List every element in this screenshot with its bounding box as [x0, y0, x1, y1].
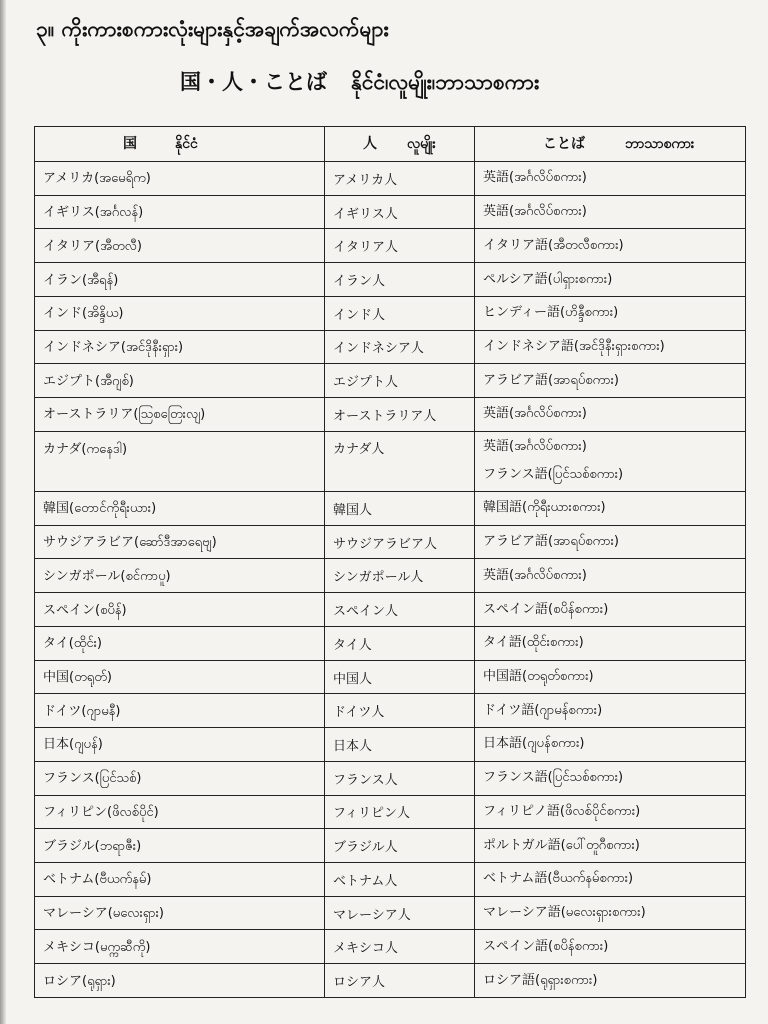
header-language [475, 127, 746, 162]
language-cell [475, 263, 746, 297]
table-row [35, 525, 746, 559]
table-row [35, 660, 746, 694]
page-binding-edge [0, 0, 6, 1024]
people-cell: フランス人 [325, 761, 475, 795]
header-people-myanmar: လူမျိုး [407, 136, 436, 152]
country-cell: マレーシア(မလေးရှား) [35, 896, 325, 930]
language-cell [475, 728, 746, 762]
language-cell [475, 492, 746, 526]
language-cell [475, 694, 746, 728]
language-entry: 英語(အင်္ဂလိပ်စကား) [483, 406, 587, 422]
language-cell [475, 229, 746, 263]
people-cell: ドイツ人 [325, 694, 475, 728]
table-row [35, 162, 746, 196]
table-row [35, 593, 746, 627]
table-row [35, 829, 746, 863]
language-entry: フランス語(ပြင်သစ်စကား) [483, 467, 624, 483]
language-entry: 英語(အင်္ဂလိပ်စကား) [483, 170, 587, 186]
people-cell: タイ人 [325, 626, 475, 660]
country-cell: イタリア(အီတလီ) [35, 229, 325, 263]
header-country [35, 127, 325, 162]
language-entry: アラビア語(အာရပ်စကား) [483, 534, 619, 550]
language-cell [475, 330, 746, 364]
country-cell: タイ(ထိုင်း) [35, 626, 325, 660]
language-entry: フランス語(ပြင်သစ်စကား) [483, 770, 624, 786]
country-cell: フランス(ပြင်သစ်) [35, 761, 325, 795]
language-cell [475, 162, 746, 196]
language-cell [475, 795, 746, 829]
people-cell: ベトナム人 [325, 862, 475, 896]
people-cell: イラン人 [325, 263, 475, 297]
country-cell: 韓国(တောင်ကိုရီးယား) [35, 492, 325, 526]
table-row [35, 431, 746, 491]
country-cell: オーストラリア(သြစတြေးလျ) [35, 398, 325, 432]
table-row [35, 896, 746, 930]
table-row [35, 694, 746, 728]
people-cell: 日本人 [325, 728, 475, 762]
people-cell: ロシア人 [325, 964, 475, 998]
country-cell: イギリス(အင်္ဂလန်) [35, 195, 325, 229]
language-cell [475, 862, 746, 896]
language-cell [475, 964, 746, 998]
language-entry: 日本語(ဂျပန်စကား) [483, 736, 585, 752]
table-row [35, 398, 746, 432]
country-cell: エジプト(အီဂျစ်) [35, 364, 325, 398]
language-entry: アラビア語(အာရပ်စကား) [483, 372, 619, 388]
table-row [35, 330, 746, 364]
people-cell: 中国人 [325, 660, 475, 694]
language-cell [475, 398, 746, 432]
language-entry: 韓国語(ကိုရီးယားစကား) [483, 500, 606, 516]
language-entry: ヒンディー語(ဟိန္ဒီစကား) [483, 305, 619, 321]
country-cell: ロシア(ရုရှား) [35, 964, 325, 998]
language-entry: 英語(အင်္ဂလိပ်စကား) [483, 204, 587, 220]
country-cell: インド(အိန္ဒိယ) [35, 296, 325, 330]
language-entry: マレーシア語(မလေးရှားစကား) [483, 905, 646, 921]
header-language-myanmar: ဘာသာစကား [625, 136, 695, 152]
country-cell: スペイン(စပိန်) [35, 593, 325, 627]
people-cell: アメリカ人 [325, 162, 475, 196]
header-country-myanmar: နိုင်ငံ [175, 136, 198, 152]
language-entry: イタリア語(အီတလီစကား) [483, 237, 624, 253]
language-entry: ポルトガル語(ပေါ်တူဂီစကား) [483, 837, 640, 853]
country-cell: フィリピン(ဖိလစ်ပိုင်) [35, 795, 325, 829]
people-cell: サウジアラビア人 [325, 525, 475, 559]
language-cell [475, 930, 746, 964]
country-cell: カナダ(ကနေဒါ) [35, 431, 325, 491]
header-people-japanese: 人 [363, 136, 377, 152]
table-row [35, 296, 746, 330]
table-row [35, 862, 746, 896]
table-row [35, 761, 746, 795]
language-entry: スペイン語(စပိန်စကား) [483, 938, 609, 954]
country-cell: 日本(ဂျပန်) [35, 728, 325, 762]
language-entry: 英語(အင်္ဂလိပ်စကား) [483, 567, 587, 583]
section-title: ၃။ ကိုးကားစကားလုံးများနှင့်အချက်အလက်များ [36, 17, 389, 41]
language-entry: ベトナム語(ဗီယက်နမ်စကား) [483, 871, 634, 887]
table-row [35, 795, 746, 829]
people-cell: メキシコ人 [325, 930, 475, 964]
language-entry: ペルシア語(ပါရှားစကား) [483, 271, 613, 287]
table-row [35, 195, 746, 229]
table-row [35, 964, 746, 998]
language-cell [475, 626, 746, 660]
language-cell [475, 593, 746, 627]
table-header-row [35, 127, 746, 162]
people-cell: オーストラリア人 [325, 398, 475, 432]
country-cell: シンガポール(စင်ကာပူ) [35, 559, 325, 593]
people-cell: スペイン人 [325, 593, 475, 627]
subtitle-myanmar: နိုင်ငံ၊လူမျိုး၊ဘာသာစကား [351, 70, 540, 94]
language-cell [475, 896, 746, 930]
table-row [35, 626, 746, 660]
table-row [35, 263, 746, 297]
language-cell [475, 431, 746, 491]
country-cell: イラン(အီရန်) [35, 263, 325, 297]
people-cell: マレーシア人 [325, 896, 475, 930]
country-cell: ブラジル(ဘရာဇီး) [35, 829, 325, 863]
people-cell: インド人 [325, 296, 475, 330]
language-entry: フィリピノ語(ဖိလစ်ပိုင်စကား) [483, 803, 641, 819]
language-cell [475, 364, 746, 398]
country-cell: ドイツ(ဂျာမနီ) [35, 694, 325, 728]
language-cell [475, 761, 746, 795]
country-cell: 中国(တရုတ်) [35, 660, 325, 694]
subtitle [180, 60, 740, 104]
table-body [35, 162, 746, 998]
country-cell: サウジアラビア(ဆော်ဒီအာရေဗျ) [35, 525, 325, 559]
country-cell: ベトナム(ဗီယက်နမ်) [35, 862, 325, 896]
language-entry: スペイン語(စပိန်စကား) [483, 601, 609, 617]
table-row [35, 492, 746, 526]
header-people [325, 127, 475, 162]
language-entry: タイ語(ထိုင်းစကား) [483, 635, 584, 651]
language-cell [475, 195, 746, 229]
table-row [35, 559, 746, 593]
people-cell: イタリア人 [325, 229, 475, 263]
vocabulary-table [34, 126, 746, 998]
people-cell: フィリピン人 [325, 795, 475, 829]
people-cell: インドネシア人 [325, 330, 475, 364]
people-cell: シンガポール人 [325, 559, 475, 593]
country-cell: アメリカ(အမေရိက) [35, 162, 325, 196]
people-cell: エジプト人 [325, 364, 475, 398]
people-cell: イギリス人 [325, 195, 475, 229]
table-row [35, 364, 746, 398]
language-cell [475, 296, 746, 330]
language-entry: ドイツ語(ဂျာမန်စကား) [483, 702, 603, 718]
header-country-japanese: 国 [123, 136, 137, 152]
language-cell [475, 525, 746, 559]
subtitle-japanese: 国・人・ことば [180, 69, 327, 94]
country-cell: インドネシア(အင်ဒိုနီးရှား) [35, 330, 325, 364]
language-cell [475, 829, 746, 863]
language-entry: 英語(အင်္ဂလိပ်စကား) [483, 439, 587, 455]
language-cell [475, 660, 746, 694]
people-cell: 韓国人 [325, 492, 475, 526]
people-cell: カナダ人 [325, 431, 475, 491]
language-entry: 中国語(တရုတ်စကား) [483, 669, 594, 684]
country-cell: メキシコ(မက္ကဆီကို) [35, 930, 325, 964]
language-entry: ロシア語(ရုရှားစကား) [483, 972, 598, 988]
people-cell: ブラジル人 [325, 829, 475, 863]
language-entry: インドネシア語(အင်ဒိုနီးရှားစကား) [483, 338, 665, 354]
language-cell [475, 559, 746, 593]
table-row [35, 728, 746, 762]
table-row [35, 229, 746, 263]
table-row [35, 930, 746, 964]
header-language-japanese: ことば [543, 136, 585, 152]
